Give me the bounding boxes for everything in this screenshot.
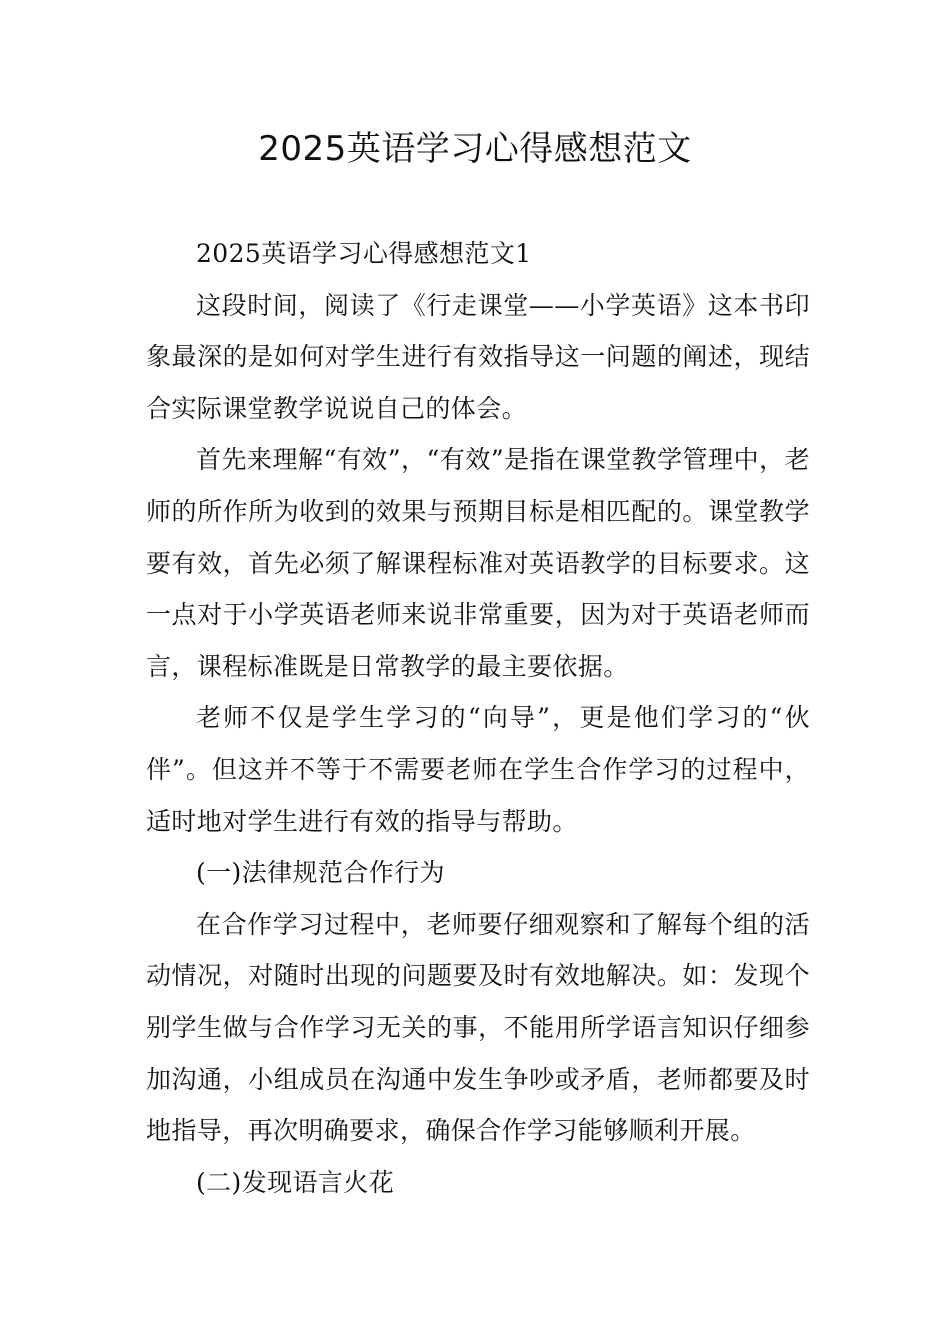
paragraph: 在合作学习过程中，老师要仔细观察和了解每个组的活动情况，对随时出现的问题要及时有效地解决。如：发现个别学生做与合作学习无关的事，不能用所学语言知识仔细参加沟通，小组成员在沟通中发生争吵或矛盾，老师都要及时地指导，再次明确要求，确保合作学习能够顺利开展。 xyxy=(146,909,810,1146)
document-title: 2025英语学习心得感想范文 xyxy=(258,129,692,169)
paragraph: 这段时间，阅读了《行走课堂——小学英语》这本书印象最深的是如何对学生进行有效指导这一问题的阐述，现结合实际课堂教学说说自己的体会。 xyxy=(146,290,810,423)
paragraph: 老师不仅是学生学习的“向导”，更是他们学习的“伙伴”。但这并不等于不需要老师在学生合作学习的过程中，适时地对学生进行有效的指导与帮助。 xyxy=(146,703,810,836)
subheading: (二)发现语言火花 xyxy=(196,1167,395,1197)
document-body xyxy=(146,228,810,1208)
section-heading: 2025英语学习心得感想范文1 xyxy=(196,239,532,268)
paragraph: 首先来理解“有效”，“有效”是指在课堂教学管理中，老师的所作所为收到的效果与预期目标是相匹配的。课堂教学要有效，首先必须了解课程标准对英语教学的目标要求。这一点对于小学英语老师来说非常重要，因为对于英语老师而言，课程标准既是日常教学的最主要依据。 xyxy=(146,445,810,681)
subheading: (一)法律规范合作行为 xyxy=(196,858,445,888)
